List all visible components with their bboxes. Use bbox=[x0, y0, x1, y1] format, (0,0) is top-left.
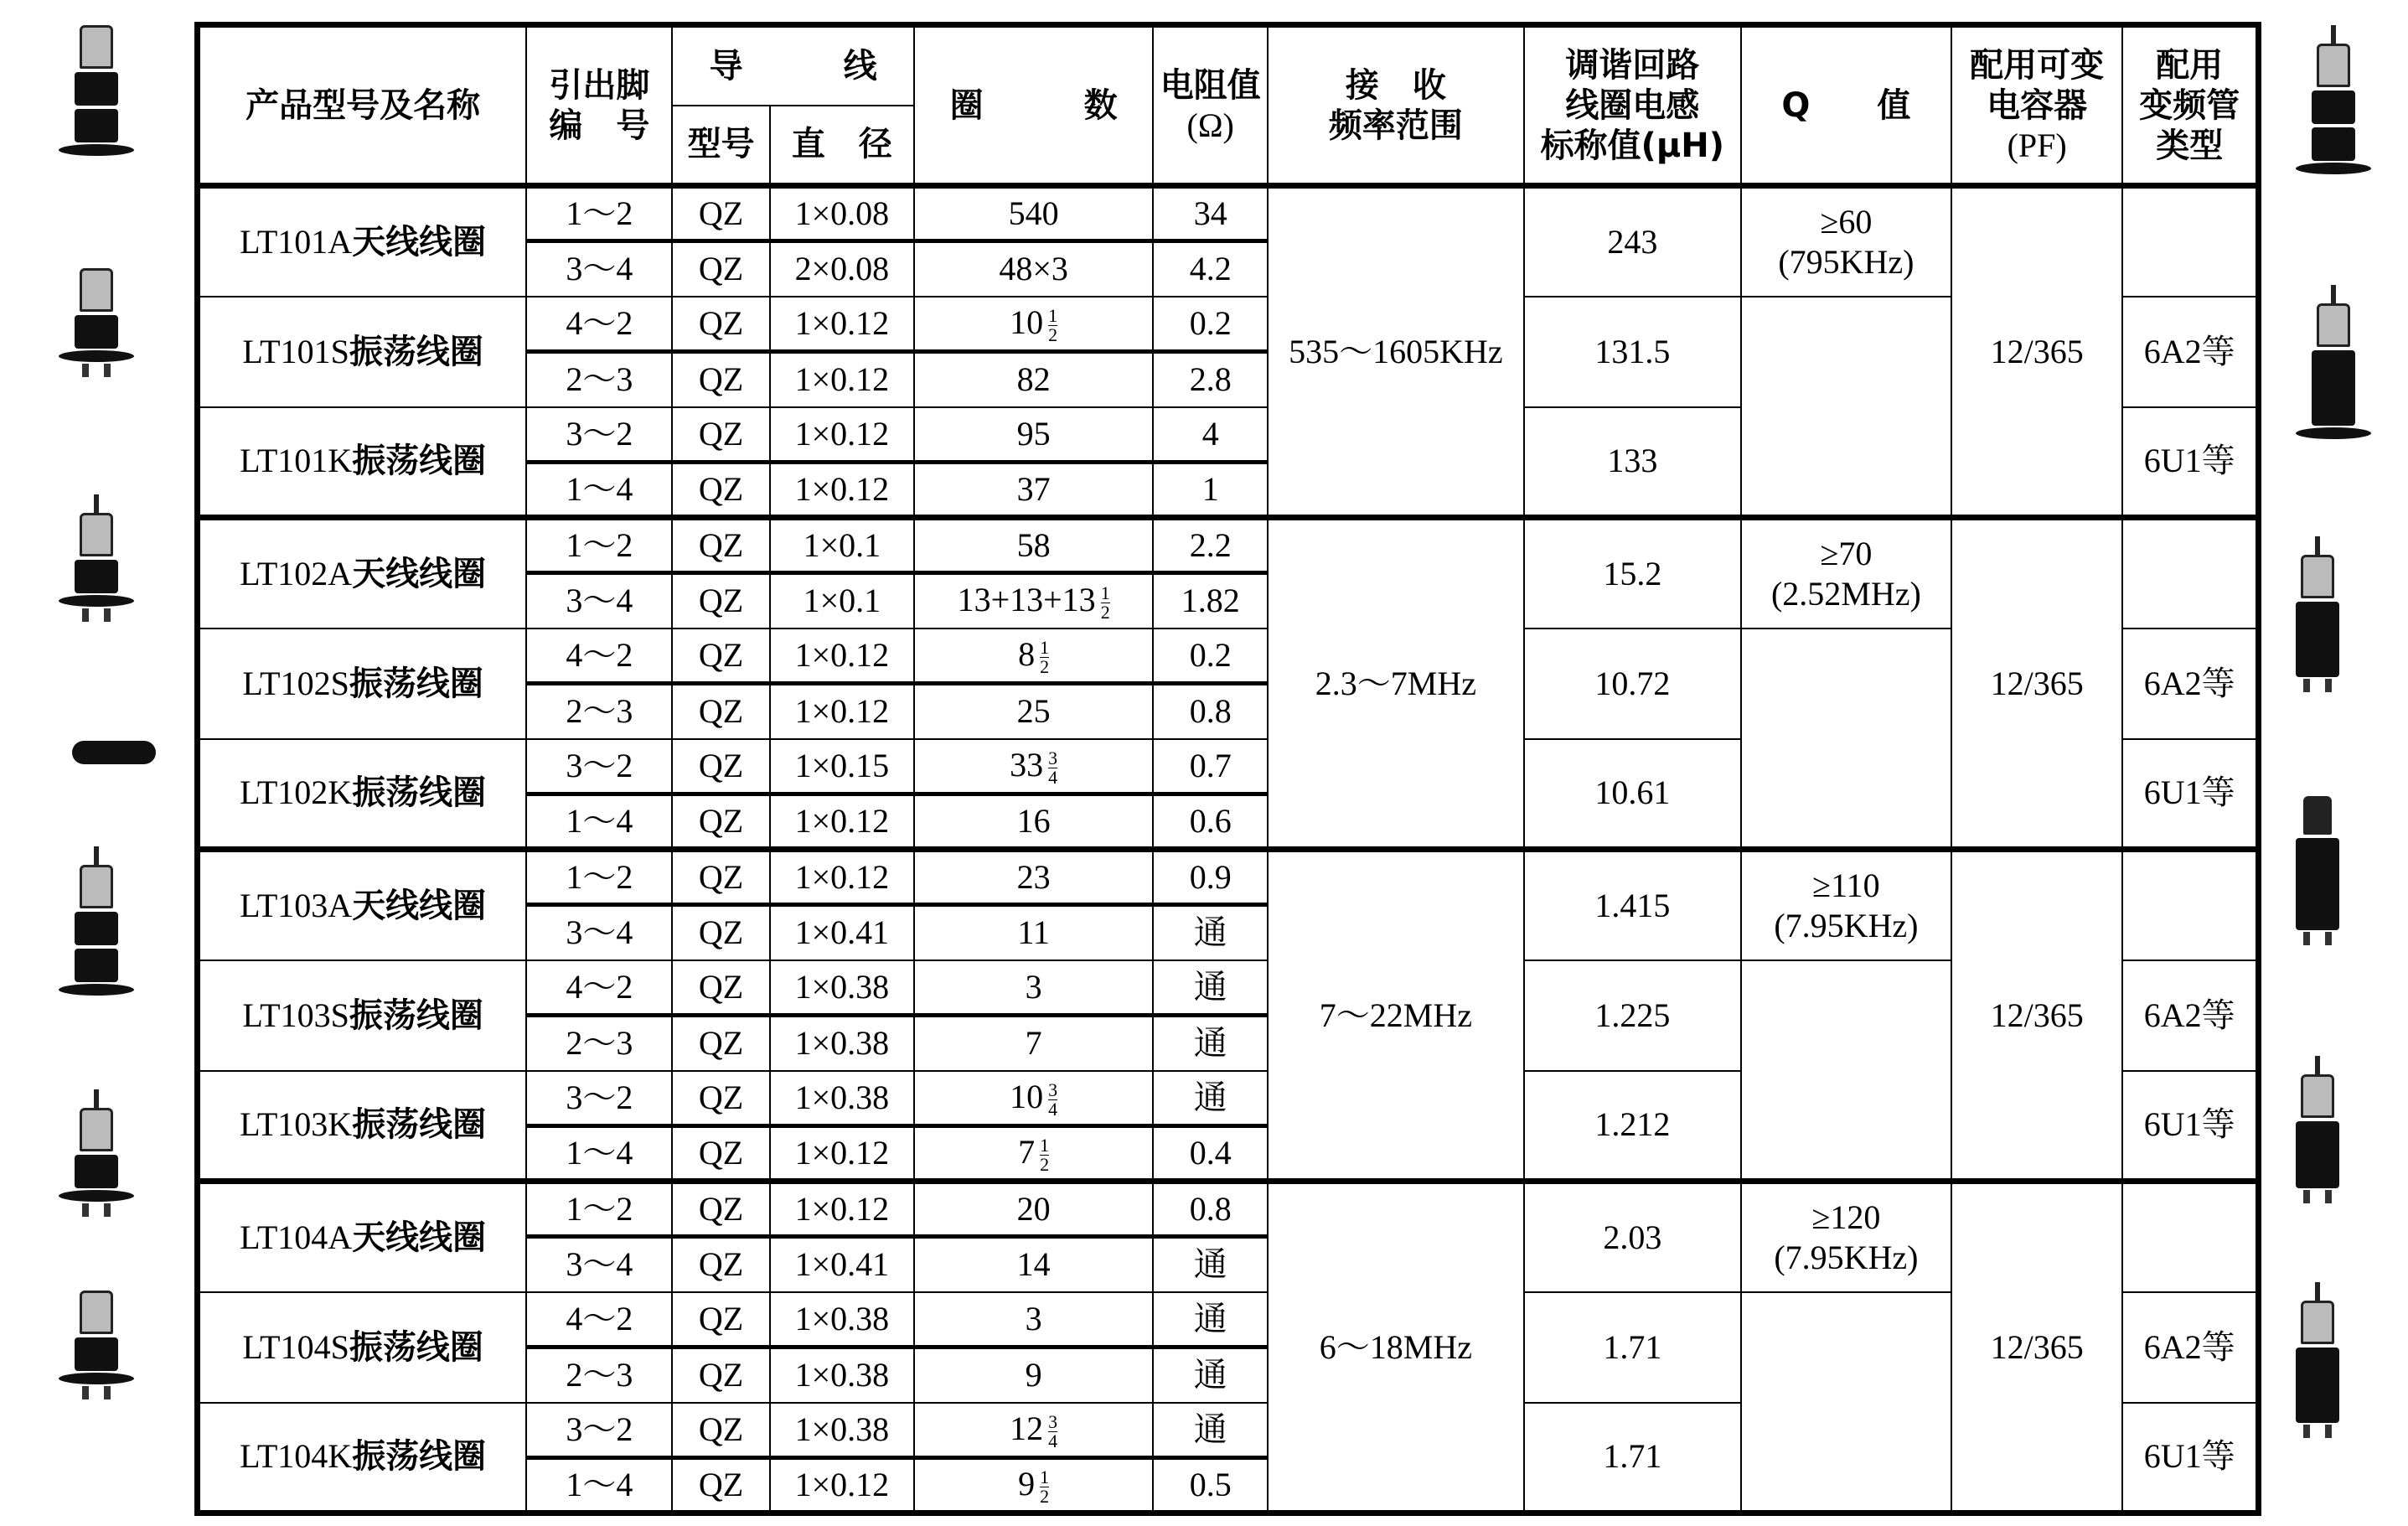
turns bbox=[914, 739, 1153, 794]
coil-photo-left-4 bbox=[59, 846, 134, 996]
wire-diameter: 1×0.38 bbox=[770, 1403, 914, 1458]
wire-type: QZ bbox=[672, 1126, 769, 1182]
resistance: 0.8 bbox=[1153, 1182, 1268, 1237]
inductance: 1.71 bbox=[1524, 1292, 1741, 1403]
turns bbox=[914, 1182, 1153, 1237]
resistance: 0.2 bbox=[1153, 297, 1268, 352]
product-name bbox=[198, 518, 527, 629]
header-capacitor-line1: 配用可变 bbox=[1970, 45, 2105, 85]
q-test-frequency: (2.52MHz) bbox=[1770, 574, 1921, 613]
inductance: 10.61 bbox=[1524, 739, 1741, 850]
turns bbox=[914, 1071, 1153, 1126]
q-min: ≥120 bbox=[1811, 1198, 1881, 1236]
wire-diameter: 1×0.12 bbox=[770, 794, 914, 850]
frequency-range: 7～22MHz bbox=[1268, 850, 1524, 1182]
table-row bbox=[198, 186, 2259, 241]
resistance: 2.8 bbox=[1153, 352, 1268, 407]
resistance: 通 bbox=[1153, 1237, 1268, 1292]
wire-type: QZ bbox=[672, 739, 769, 794]
resistance: 0.7 bbox=[1153, 739, 1268, 794]
wire-type: QZ bbox=[672, 297, 769, 352]
product-type: 天线线圈 bbox=[352, 886, 487, 925]
product-model: LT101S bbox=[242, 332, 349, 370]
resistance: 0.8 bbox=[1153, 684, 1268, 739]
product-name bbox=[198, 850, 527, 960]
coil-photo-right-4 bbox=[2296, 796, 2339, 945]
turns bbox=[914, 1292, 1153, 1348]
turns bbox=[914, 407, 1153, 463]
resistance: 通 bbox=[1153, 905, 1268, 960]
header-product: 产品型号及名称 bbox=[198, 25, 527, 186]
turns bbox=[914, 1348, 1153, 1403]
coil-photo-left-6 bbox=[59, 1291, 134, 1399]
wire-type: QZ bbox=[672, 1348, 769, 1403]
pin-numbers: 4～2 bbox=[526, 960, 672, 1016]
pin-numbers: 3～2 bbox=[526, 1403, 672, 1458]
resistance: 1 bbox=[1153, 463, 1268, 518]
header-q: Q 值 bbox=[1741, 25, 1951, 186]
header-resistance-line1: 电阻值 bbox=[1160, 65, 1261, 105]
product-type: 振荡线圈 bbox=[352, 1105, 487, 1145]
pin-numbers: 1～2 bbox=[526, 518, 672, 573]
table-row bbox=[198, 1292, 2259, 1348]
coil-photo-left-5 bbox=[59, 1089, 134, 1217]
frequency-range: 2.3～7MHz bbox=[1268, 518, 1524, 850]
wire-diameter: 1×0.38 bbox=[770, 1016, 914, 1071]
resistance: 2.2 bbox=[1153, 518, 1268, 573]
turns-whole: 7 bbox=[1025, 1024, 1042, 1063]
turns-fraction: $\frac{1}{2}$ bbox=[1048, 304, 1058, 345]
resistance: 通 bbox=[1153, 1292, 1268, 1348]
wire-diameter: 1×0.08 bbox=[770, 186, 914, 241]
turns-whole: 540 bbox=[1008, 194, 1059, 232]
product-type: 天线线圈 bbox=[352, 554, 487, 593]
turns bbox=[914, 1458, 1153, 1513]
coil-core-left bbox=[72, 737, 156, 764]
turns-whole: 16 bbox=[1016, 802, 1051, 840]
coil-photo-right-3 bbox=[2296, 536, 2339, 692]
q-test-frequency: (7.95KHz) bbox=[1774, 1238, 1919, 1276]
coil-photo-left-1 bbox=[59, 25, 134, 156]
pin-numbers: 1～4 bbox=[526, 1126, 672, 1182]
product-type: 振荡线圈 bbox=[352, 1437, 487, 1477]
converter-tube: 6A2等 bbox=[2122, 960, 2258, 1071]
coil-photo-left-2 bbox=[59, 268, 134, 377]
product-type: 天线线圈 bbox=[352, 222, 487, 261]
inductance: 15.2 bbox=[1524, 518, 1741, 629]
turns bbox=[914, 1126, 1153, 1182]
wire-diameter: 1×0.12 bbox=[770, 407, 914, 463]
wire-diameter: 1×0.12 bbox=[770, 1458, 914, 1513]
table-row bbox=[198, 960, 2259, 1016]
turns-whole: 48×3 bbox=[999, 250, 1068, 288]
header-pins bbox=[526, 25, 672, 186]
turns-whole: 58 bbox=[1016, 526, 1051, 564]
product-type: 振荡线圈 bbox=[352, 442, 487, 481]
resistance: 通 bbox=[1153, 960, 1268, 1016]
header-wire: 导 线 bbox=[672, 25, 914, 106]
product-type: 振荡线圈 bbox=[349, 664, 483, 703]
product-type: 振荡线圈 bbox=[349, 1327, 483, 1367]
header-tube-line3: 类型 bbox=[2156, 126, 2224, 165]
turns bbox=[914, 684, 1153, 739]
wire-diameter: 1×0.12 bbox=[770, 297, 914, 352]
wire-diameter: 1×0.1 bbox=[770, 573, 914, 629]
wire-diameter: 1×0.41 bbox=[770, 905, 914, 960]
table-row bbox=[198, 518, 2259, 573]
product-name bbox=[198, 1292, 527, 1403]
turns-fraction: $\frac{3}{4}$ bbox=[1048, 1079, 1058, 1120]
product-model: LT102S bbox=[242, 664, 349, 702]
product-type: 振荡线圈 bbox=[352, 773, 487, 813]
variable-capacitor: 12/365 bbox=[1951, 850, 2122, 1182]
turns-whole: 12 bbox=[1010, 1409, 1044, 1447]
pin-numbers: 1～4 bbox=[526, 794, 672, 850]
frequency-range: 6～18MHz bbox=[1268, 1182, 1524, 1513]
wire-type: QZ bbox=[672, 186, 769, 241]
product-model: LT103A bbox=[240, 886, 353, 924]
product-name bbox=[198, 960, 527, 1071]
resistance: 0.4 bbox=[1153, 1126, 1268, 1182]
table-row bbox=[198, 629, 2259, 684]
wire-diameter: 1×0.38 bbox=[770, 1071, 914, 1126]
product-type: 天线线圈 bbox=[352, 1218, 487, 1257]
q-value bbox=[1741, 186, 1951, 297]
header-wire-type: 型号 bbox=[672, 106, 769, 186]
resistance: 1.82 bbox=[1153, 573, 1268, 629]
header-frequency-line1: 接 收 bbox=[1345, 65, 1446, 105]
product-model: LT104A bbox=[240, 1218, 353, 1256]
variable-capacitor: 12/365 bbox=[1951, 186, 2122, 518]
wire-type: QZ bbox=[672, 1016, 769, 1071]
table-row bbox=[198, 850, 2259, 905]
turns bbox=[914, 794, 1153, 850]
inductance: 1.225 bbox=[1524, 960, 1741, 1071]
wire-diameter: 1×0.12 bbox=[770, 1126, 914, 1182]
pin-numbers: 1～2 bbox=[526, 850, 672, 905]
product-model: LT102K bbox=[240, 773, 353, 812]
turns-whole: 20 bbox=[1016, 1190, 1051, 1228]
q-value-empty bbox=[1741, 1292, 1951, 1513]
resistance: 0.9 bbox=[1153, 850, 1268, 905]
resistance: 0.6 bbox=[1153, 794, 1268, 850]
turns bbox=[914, 1016, 1153, 1071]
product-name bbox=[198, 629, 527, 739]
wire-type: QZ bbox=[672, 1237, 769, 1292]
pin-numbers: 4～2 bbox=[526, 1292, 672, 1348]
header-frequency-line2: 频率范围 bbox=[1328, 106, 1463, 145]
converter-tube: 6U1等 bbox=[2122, 407, 2258, 518]
q-value-empty bbox=[1741, 629, 1951, 850]
wire-diameter: 1×0.12 bbox=[770, 684, 914, 739]
wire-type: QZ bbox=[672, 1182, 769, 1237]
wire-type: QZ bbox=[672, 518, 769, 573]
wire-diameter: 1×0.38 bbox=[770, 960, 914, 1016]
converter-tube: 6U1等 bbox=[2122, 739, 2258, 850]
table-row bbox=[198, 1182, 2259, 1237]
converter-tube: 6A2等 bbox=[2122, 297, 2258, 407]
turns-whole: 10 bbox=[1010, 1077, 1044, 1115]
coil-photo-right-2 bbox=[2296, 285, 2371, 439]
converter-tube bbox=[2122, 1182, 2258, 1292]
header-capacitor bbox=[1951, 25, 2122, 186]
product-name bbox=[198, 1071, 527, 1182]
turns bbox=[914, 960, 1153, 1016]
header-turns: 圈 数 bbox=[914, 25, 1153, 186]
pin-numbers: 4～2 bbox=[526, 297, 672, 352]
turns-fraction: $\frac{3}{4}$ bbox=[1048, 747, 1058, 788]
resistance: 通 bbox=[1153, 1403, 1268, 1458]
pin-numbers: 3～4 bbox=[526, 905, 672, 960]
header-tube bbox=[2122, 25, 2258, 186]
header-capacitor-line3: (PF) bbox=[2007, 126, 2067, 164]
pin-numbers: 2～3 bbox=[526, 684, 672, 739]
turns-fraction: $\frac{1}{2}$ bbox=[1040, 1135, 1050, 1176]
wire-diameter: 1×0.38 bbox=[770, 1348, 914, 1403]
product-name bbox=[198, 186, 527, 297]
turns-whole: 95 bbox=[1016, 414, 1051, 453]
header-inductance-line3: 标称值(μH) bbox=[1540, 126, 1725, 165]
wire-type: QZ bbox=[672, 1403, 769, 1458]
wire-type: QZ bbox=[672, 1071, 769, 1126]
turns bbox=[914, 573, 1153, 629]
wire-type: QZ bbox=[672, 629, 769, 684]
inductance: 10.72 bbox=[1524, 629, 1741, 739]
turns-whole: 10 bbox=[1010, 303, 1044, 341]
turns-whole: 14 bbox=[1016, 1245, 1051, 1284]
variable-capacitor: 12/365 bbox=[1951, 518, 2122, 850]
product-model: LT104K bbox=[240, 1437, 353, 1476]
inductance: 243 bbox=[1524, 186, 1741, 297]
coil-photo-right-1 bbox=[2296, 25, 2371, 174]
wire-type: QZ bbox=[672, 573, 769, 629]
turns bbox=[914, 186, 1153, 241]
product-name bbox=[198, 1182, 527, 1292]
wire-type: QZ bbox=[672, 1292, 769, 1348]
q-value bbox=[1741, 1182, 1951, 1292]
pin-numbers: 3～2 bbox=[526, 739, 672, 794]
turns bbox=[914, 352, 1153, 407]
inductance: 1.212 bbox=[1524, 1071, 1741, 1182]
inductance: 2.03 bbox=[1524, 1182, 1741, 1292]
inductance: 133 bbox=[1524, 407, 1741, 518]
turns bbox=[914, 850, 1153, 905]
variable-capacitor: 12/365 bbox=[1951, 1182, 2122, 1513]
wire-type: QZ bbox=[672, 684, 769, 739]
resistance: 0.2 bbox=[1153, 629, 1268, 684]
resistance: 4.2 bbox=[1153, 241, 1268, 297]
converter-tube: 6U1等 bbox=[2122, 1403, 2258, 1513]
turns-fraction: $\frac{3}{4}$ bbox=[1048, 1410, 1058, 1451]
turns bbox=[914, 241, 1153, 297]
resistance: 通 bbox=[1153, 1016, 1268, 1071]
q-test-frequency: (795KHz) bbox=[1778, 242, 1915, 281]
frequency-range: 535～1605KHz bbox=[1268, 186, 1524, 518]
product-model: LT102A bbox=[240, 554, 353, 592]
product-type: 振荡线圈 bbox=[349, 996, 483, 1035]
pin-numbers: 3～4 bbox=[526, 573, 672, 629]
q-min: ≥110 bbox=[1812, 866, 1880, 904]
turns-whole: 8 bbox=[1018, 634, 1036, 673]
coil-photo-right-5 bbox=[2296, 1056, 2339, 1203]
wire-type: QZ bbox=[672, 850, 769, 905]
turns bbox=[914, 1403, 1153, 1458]
header-frequency bbox=[1268, 25, 1524, 186]
turns-whole: 33 bbox=[1010, 745, 1044, 784]
header-inductance-line2: 线圈电感 bbox=[1565, 85, 1700, 125]
q-value-empty bbox=[1741, 960, 1951, 1182]
wire-type: QZ bbox=[672, 1458, 769, 1513]
pin-numbers: 4～2 bbox=[526, 629, 672, 684]
turns-fraction: $\frac{1}{2}$ bbox=[1040, 636, 1050, 677]
wire-diameter: 1×0.41 bbox=[770, 1237, 914, 1292]
turns-whole: 82 bbox=[1016, 360, 1051, 399]
header-resistance-line2: (Ω) bbox=[1186, 106, 1234, 144]
pin-numbers: 2～3 bbox=[526, 1348, 672, 1403]
pin-numbers: 2～3 bbox=[526, 1016, 672, 1071]
wire-diameter: 1×0.1 bbox=[770, 518, 914, 573]
product-model: LT104S bbox=[242, 1327, 349, 1366]
coil-photo-left-3 bbox=[59, 494, 134, 622]
turns-whole: 3 bbox=[1025, 967, 1042, 1006]
product-model: LT101A bbox=[240, 222, 353, 261]
product-type: 振荡线圈 bbox=[349, 332, 483, 371]
turns bbox=[914, 905, 1153, 960]
q-min: ≥70 bbox=[1820, 534, 1873, 572]
coil-photo-right-6 bbox=[2296, 1282, 2339, 1438]
pin-numbers: 3～4 bbox=[526, 1237, 672, 1292]
q-value-empty bbox=[1741, 297, 1951, 518]
coil-spec-table bbox=[194, 22, 2261, 1516]
header-inductance bbox=[1524, 25, 1741, 186]
inductance: 1.71 bbox=[1524, 1403, 1741, 1513]
turns-whole: 13+13+13 bbox=[957, 581, 1096, 619]
turns-whole: 11 bbox=[1017, 913, 1050, 952]
inductance: 131.5 bbox=[1524, 297, 1741, 407]
wire-type: QZ bbox=[672, 960, 769, 1016]
pin-numbers: 3～2 bbox=[526, 407, 672, 463]
wire-type: QZ bbox=[672, 905, 769, 960]
product-name bbox=[198, 1403, 527, 1513]
header-pins-line1: 引出脚 bbox=[549, 65, 650, 105]
header-inductance-line1: 调谐回路 bbox=[1565, 45, 1700, 85]
pin-numbers: 1～4 bbox=[526, 1458, 672, 1513]
converter-tube: 6A2等 bbox=[2122, 629, 2258, 739]
wire-diameter: 2×0.08 bbox=[770, 241, 914, 297]
turns-fraction: $\frac{1}{2}$ bbox=[1040, 1467, 1050, 1508]
product-name bbox=[198, 297, 527, 407]
pin-numbers: 1～4 bbox=[526, 463, 672, 518]
turns bbox=[914, 1237, 1153, 1292]
header-tube-line2: 变频管 bbox=[2139, 85, 2240, 125]
pin-numbers: 3～2 bbox=[526, 1071, 672, 1126]
wire-diameter: 1×0.15 bbox=[770, 739, 914, 794]
converter-tube bbox=[2122, 850, 2258, 960]
table-row bbox=[198, 297, 2259, 352]
converter-tube bbox=[2122, 186, 2258, 297]
q-min: ≥60 bbox=[1820, 202, 1873, 241]
pin-numbers: 1～2 bbox=[526, 1182, 672, 1237]
turns-whole: 9 bbox=[1025, 1356, 1042, 1394]
wire-type: QZ bbox=[672, 407, 769, 463]
product-name bbox=[198, 407, 527, 518]
wire-diameter: 1×0.12 bbox=[770, 352, 914, 407]
wire-diameter: 1×0.12 bbox=[770, 850, 914, 905]
product-name bbox=[198, 739, 527, 850]
product-model: LT103S bbox=[242, 996, 349, 1034]
header-wire-diameter: 直 径 bbox=[770, 106, 914, 186]
resistance: 4 bbox=[1153, 407, 1268, 463]
pin-numbers: 2～3 bbox=[526, 352, 672, 407]
converter-tube: 6A2等 bbox=[2122, 1292, 2258, 1403]
resistance: 通 bbox=[1153, 1348, 1268, 1403]
header-tube-line1: 配用 bbox=[2156, 45, 2224, 85]
header-capacitor-line2: 电容器 bbox=[1987, 85, 2088, 125]
wire-type: QZ bbox=[672, 794, 769, 850]
header-resistance bbox=[1153, 25, 1268, 186]
wire-diameter: 1×0.38 bbox=[770, 1292, 914, 1348]
q-test-frequency: (7.95KHz) bbox=[1774, 906, 1919, 944]
wire-diameter: 1×0.12 bbox=[770, 629, 914, 684]
resistance: 通 bbox=[1153, 1071, 1268, 1126]
pin-numbers: 3～4 bbox=[526, 241, 672, 297]
q-value bbox=[1741, 518, 1951, 629]
turns-whole: 3 bbox=[1025, 1299, 1042, 1337]
header-pins-line2: 编 号 bbox=[549, 106, 650, 145]
resistance: 34 bbox=[1153, 186, 1268, 241]
converter-tube bbox=[2122, 518, 2258, 629]
wire-type: QZ bbox=[672, 463, 769, 518]
inductance: 1.415 bbox=[1524, 850, 1741, 960]
turns-whole: 25 bbox=[1016, 692, 1051, 731]
product-model: LT101K bbox=[240, 442, 353, 480]
q-value bbox=[1741, 850, 1951, 960]
turns-whole: 7 bbox=[1018, 1132, 1036, 1171]
resistance: 0.5 bbox=[1153, 1458, 1268, 1513]
turns bbox=[914, 297, 1153, 352]
turns-whole: 37 bbox=[1016, 470, 1051, 508]
pin-numbers: 1～2 bbox=[526, 186, 672, 241]
wire-type: QZ bbox=[672, 352, 769, 407]
product-model: LT103K bbox=[240, 1105, 353, 1144]
turns-fraction: $\frac{1}{2}$ bbox=[1100, 582, 1110, 623]
turns bbox=[914, 629, 1153, 684]
turns-whole: 9 bbox=[1018, 1464, 1036, 1503]
turns bbox=[914, 518, 1153, 573]
wire-type: QZ bbox=[672, 241, 769, 297]
converter-tube: 6U1等 bbox=[2122, 1071, 2258, 1182]
wire-diameter: 1×0.12 bbox=[770, 463, 914, 518]
turns bbox=[914, 463, 1153, 518]
wire-diameter: 1×0.12 bbox=[770, 1182, 914, 1237]
turns-whole: 23 bbox=[1016, 858, 1051, 896]
